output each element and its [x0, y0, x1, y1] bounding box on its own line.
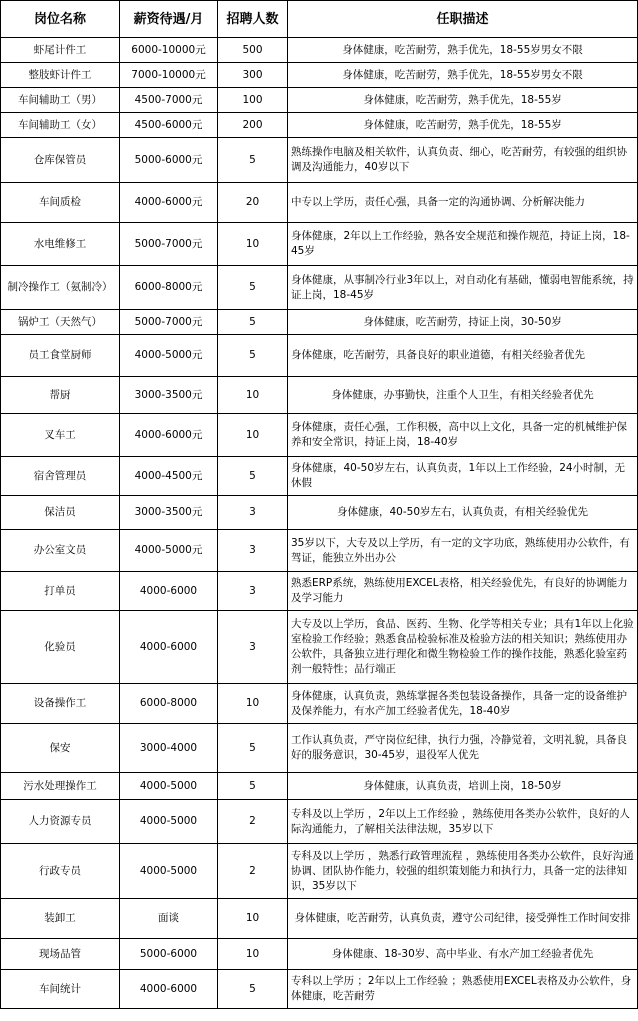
position-cell: 保洁员 [1, 496, 120, 530]
header-position: 岗位名称 [1, 1, 120, 38]
description-cell: 身体健康，吃苦耐劳，熟手优先，18-55岁男女不限 [288, 63, 638, 88]
description-cell: 身体健康，吃苦耐劳，持证上岗，30-50岁 [288, 310, 638, 335]
salary-cell: 5000-6000 [120, 939, 218, 970]
salary-cell: 3000-4000 [120, 724, 218, 773]
headcount-cell: 10 [218, 414, 288, 457]
description-cell: 身体健康，从事制冷行业3年以上，对自动化有基础，懂弱电智能系统，持证上岗，18-45岁 [288, 266, 638, 310]
table-row [1, 88, 638, 113]
headcount-cell: 5 [218, 724, 288, 773]
position-cell: 帮厨 [1, 377, 120, 414]
position-cell: 保安 [1, 724, 120, 773]
headcount-cell: 3 [218, 572, 288, 611]
position-cell: 办公室文员 [1, 530, 120, 572]
job-rows [1, 38, 638, 1009]
position-cell: 车间质检 [1, 183, 120, 223]
table-row [1, 844, 638, 899]
table-row [1, 377, 638, 414]
table-row [1, 63, 638, 88]
headcount-cell: 5 [218, 457, 288, 496]
position-cell: 装卸工 [1, 899, 120, 939]
table-row [1, 800, 638, 844]
salary-cell: 7000-10000元 [120, 63, 218, 88]
table-row [1, 611, 638, 684]
headcount-cell: 3 [218, 530, 288, 572]
salary-cell: 5000-7000元 [120, 223, 218, 266]
table-row [1, 223, 638, 266]
headcount-cell: 5 [218, 335, 288, 377]
position-cell: 设备操作工 [1, 684, 120, 724]
salary-cell: 面谈 [120, 899, 218, 939]
table-row [1, 310, 638, 335]
salary-cell: 4000-6000元 [120, 414, 218, 457]
salary-cell: 4000-5000 [120, 773, 218, 800]
description-cell: 身体健康、18-30岁、高中毕业、有水产加工经验者优先 [288, 939, 638, 970]
table-row [1, 773, 638, 800]
headcount-cell: 2 [218, 800, 288, 844]
position-cell: 宿舍管理员 [1, 457, 120, 496]
description-cell: 身体健康，吃苦耐劳，熟手优先，18-55岁 [288, 88, 638, 113]
description-cell: 身体健康，责任心强，工作积极，高中以上文化，具备一定的机械维护保养和安全常识，持证上岗，18-40岁 [288, 414, 638, 457]
headcount-cell: 200 [218, 113, 288, 138]
salary-cell: 5000-6000元 [120, 138, 218, 183]
salary-cell: 6000-8000 [120, 684, 218, 724]
description-cell: 专科及以上学历 ，2年以上工作经验 ，熟练使用各类办公软件，良好的人际沟通能力，了解相关法律法规，35岁以下 [288, 800, 638, 844]
description-cell: 身体健康，40-50岁左右，认真负责，1年以上工作经验，24小时制，无休假 [288, 457, 638, 496]
position-cell: 人力资源专员 [1, 800, 120, 844]
headcount-cell: 20 [218, 183, 288, 223]
salary-cell: 4500-7000元 [120, 88, 218, 113]
table-row [1, 113, 638, 138]
headcount-cell: 10 [218, 899, 288, 939]
salary-cell: 5000-7000元 [120, 310, 218, 335]
position-cell: 污水处理操作工 [1, 773, 120, 800]
headcount-cell: 5 [218, 773, 288, 800]
salary-cell: 4000-6000 [120, 572, 218, 611]
position-cell: 车间统计 [1, 970, 120, 1009]
table-row [1, 457, 638, 496]
description-cell: 专科以上学历 ；2年以上工作经验 ；熟悉使用EXCEL表格及办公软件，身体健康，吃苦耐劳 [288, 970, 638, 1009]
description-cell: 35岁以下，大专及以上学历，有一定的文字功底，熟练使用办公软件，有驾证，能独立外出办公 [288, 530, 638, 572]
salary-cell: 3000-3500元 [120, 377, 218, 414]
salary-cell: 4000-6000元 [120, 183, 218, 223]
table-row [1, 496, 638, 530]
headcount-cell: 10 [218, 939, 288, 970]
position-cell: 车间辅助工（女） [1, 113, 120, 138]
table-row [1, 266, 638, 310]
salary-cell: 4000-5000 [120, 844, 218, 899]
position-cell: 整肢虾计件工 [1, 63, 120, 88]
description-cell: 工作认真负责，严守岗位纪律，执行力强，冷静觉着，文明礼貌，具备良好的服务意识，30-45岁，退役军人优先 [288, 724, 638, 773]
salary-cell: 4000-5000元 [120, 335, 218, 377]
description-cell: 熟悉ERP系统，熟练使用EXCEL表格，相关经验优先，有良好的协调能力及学习能力 [288, 572, 638, 611]
description-cell: 身体健康，吃苦耐劳，认真负责，遵守公司纪律，接受弹性工作时间安排 [288, 899, 638, 939]
position-cell: 车间辅助工（男） [1, 88, 120, 113]
position-cell: 员工食堂厨师 [1, 335, 120, 377]
table-row [1, 38, 638, 63]
position-cell: 锅炉工（天然气） [1, 310, 120, 335]
position-cell: 虾尾计件工 [1, 38, 120, 63]
description-cell: 身体健康，认真负责，熟练掌握各类包装设备操作，具备一定的设备维护及保养能力，有水产加工经验者优先，18-40岁 [288, 684, 638, 724]
salary-cell: 4000-4500元 [120, 457, 218, 496]
table-row [1, 138, 638, 183]
table-row [1, 572, 638, 611]
description-cell: 身体健康，认真负责，培训上岗，18-50岁 [288, 773, 638, 800]
description-cell: 大专及以上学历，食品、医药、生物、化学等相关专业；具有1年以上化验室检验工作经验；熟悉食品检验标准及检验方法的相关知识；熟练使用办公软件，具备独立进行理化和微生物检验工作的操作技能，熟悉化验室药剂一般特性；品行端正 [288, 611, 638, 684]
headcount-cell: 300 [218, 63, 288, 88]
position-cell: 仓库保管员 [1, 138, 120, 183]
description-cell: 身体健康，40-50岁左右，认真负责，有相关经验优先 [288, 496, 638, 530]
headcount-cell: 5 [218, 970, 288, 1009]
header-description: 任职描述 [288, 1, 638, 38]
description-cell: 身体健康，2年以上工作经验，熟各安全规范和操作规范，持证上岗，18-45岁 [288, 223, 638, 266]
table-row [1, 939, 638, 970]
headcount-cell: 100 [218, 88, 288, 113]
salary-cell: 4000-5000元 [120, 530, 218, 572]
salary-cell: 4500-6000元 [120, 113, 218, 138]
position-cell: 行政专员 [1, 844, 120, 899]
position-cell: 水电维修工 [1, 223, 120, 266]
description-cell: 身体健康，吃苦耐劳，熟手优先，18-55岁男女不限 [288, 38, 638, 63]
header-headcount: 招聘人数 [218, 1, 288, 38]
headcount-cell: 2 [218, 844, 288, 899]
table-row [1, 970, 638, 1009]
table-row [1, 684, 638, 724]
description-cell: 专科及以上学历 ，熟悉行政管理流程 ，熟练使用各类办公软件，良好沟通协调、团队协作能力，较强的组织策划能力和执行力，具备一定的法律知识，35岁以下 [288, 844, 638, 899]
position-cell: 制冷操作工（氨制冷） [1, 266, 120, 310]
header-row [1, 1, 638, 38]
headcount-cell: 10 [218, 223, 288, 266]
description-cell: 身体健康，办事勤快，注重个人卫生，有相关经验者优先 [288, 377, 638, 414]
table-row [1, 183, 638, 223]
salary-cell: 4000-6000 [120, 970, 218, 1009]
headcount-cell: 5 [218, 310, 288, 335]
position-cell: 现场品管 [1, 939, 120, 970]
headcount-cell: 10 [218, 377, 288, 414]
table-row [1, 335, 638, 377]
headcount-cell: 5 [218, 266, 288, 310]
header-salary: 薪资待遇/月 [120, 1, 218, 38]
salary-cell: 3000-3500元 [120, 496, 218, 530]
table-row [1, 899, 638, 939]
description-cell: 身体健康，吃苦耐劳，熟手优先，18-55岁 [288, 113, 638, 138]
salary-cell: 6000-8000元 [120, 266, 218, 310]
headcount-cell: 3 [218, 611, 288, 684]
salary-cell: 4000-6000 [120, 611, 218, 684]
description-cell: 熟练操作电脑及相关软件，认真负责、细心，吃苦耐劳，有较强的组织协调及沟通能力，40岁以下 [288, 138, 638, 183]
table-row [1, 530, 638, 572]
headcount-cell: 3 [218, 496, 288, 530]
description-cell: 身体健康，吃苦耐劳，具备良好的职业道德，有相关经验者优先 [288, 335, 638, 377]
headcount-cell: 500 [218, 38, 288, 63]
table-row [1, 414, 638, 457]
position-cell: 打单员 [1, 572, 120, 611]
table-row [1, 724, 638, 773]
salary-cell: 4000-5000 [120, 800, 218, 844]
description-cell: 中专以上学历，责任心强，具备一定的沟通协调、分析解决能力 [288, 183, 638, 223]
salary-cell: 6000-10000元 [120, 38, 218, 63]
headcount-cell: 5 [218, 138, 288, 183]
headcount-cell: 10 [218, 684, 288, 724]
position-cell: 化验员 [1, 611, 120, 684]
position-cell: 叉车工 [1, 414, 120, 457]
